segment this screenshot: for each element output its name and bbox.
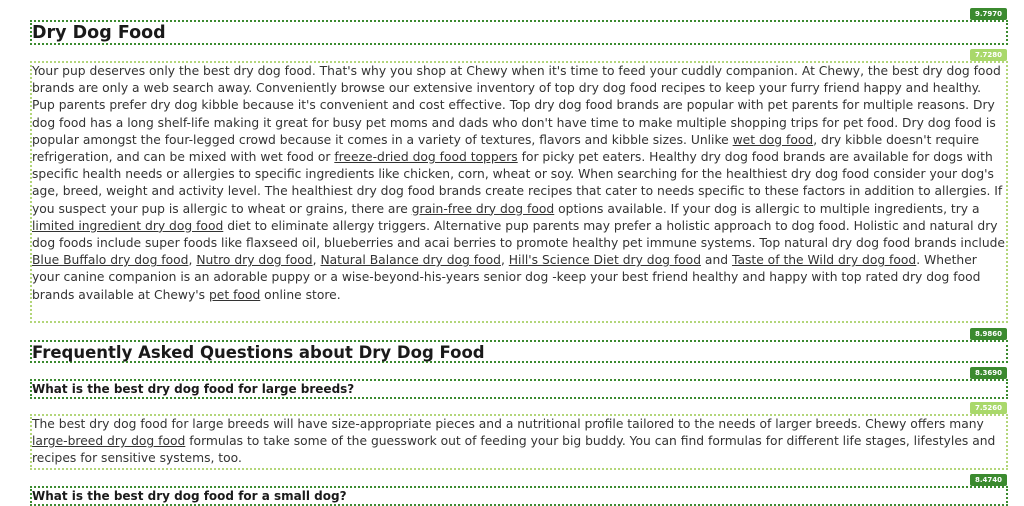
faq-question-block	[30, 476, 1008, 506]
faq-question-block	[30, 369, 1008, 399]
link-freeze-dried-toppers[interactable]: freeze-dried dog food toppers	[334, 150, 518, 165]
intro-paragraph: Your pup deserves only the best dry dog food. That's why you shop at Chewy when it's time to feed your cuddly companion. At Chewy, the best dry dog food brands are only a web search away. Conveniently browse our extensive inventory of top dry dog food recipes to keep your furry friend happy and healthy. Pup parents prefer dry dog kibble because it's convenient and cost effective. Top dry dog food brands are popular with pet parents for multiple reasons. Dry dog food has a long shelf-life making it great for busy pet moms and dads who don't have time to make multiple shopping trips for pet food. Dry dog food is popular amongst the four-legged crowd because it comes in a variety of textures, flavors and kibble sizes. Unlike wet dog food, dry kibble doesn't require refrigeration, and can be mixed with wet food or freeze-dried dog food toppers for picky pet eaters. Healthy dry dog food brands are available for dogs with specific health needs or allergies to specific ingredients like chicken, corn, wheat or soy. When searching for the healthiest dry dog food consider your dog's age, breed, weight and activity level. The healthiest dry dog food brands create recipes that cater to needs specific to these factors in addition to allergies. If you suspect your pup is allergic to wheat or grains, there are grain-free dry dog food options available. If your dog is allergic to multiple ingredients, try a limited ingredient dry dog food diet to eliminate allergy triggers. Alternative pup parents may prefer a holistic approach to dog food. Holistic and natural dry dog foods include super foods like flaxseed oil, blueberries and acai berries to promote healthy pet immune systems. Top natural dry dog food brands include Blue Buffalo dry dog food, Nutro dry dog food, Natural Balance dry dog food, Hill's Science Diet dry dog food and Taste of the Wild dry dog food. Whether your canine companion is an adorable puppy or a wise-beyond-his-years senior dog -keep your best friend healthy and happy with top rated dry dog food brands available at Chewy's pet food online store.	[32, 64, 1005, 302]
score-badge: 8.9860	[970, 328, 1007, 340]
faq-answer-block	[30, 404, 1008, 470]
link-large-breed-dry-dog-food[interactable]: large-breed dry dog food	[32, 434, 186, 449]
faq-question-large-breeds: What is the best dry dog food for large breeds?	[32, 382, 355, 396]
link-natural-balance[interactable]: Natural Balance dry dog food	[320, 253, 501, 268]
score-badge: 7.7280	[970, 49, 1007, 61]
link-limited-ingredient[interactable]: limited ingredient dry dog food	[32, 218, 224, 233]
intro-text-block	[30, 51, 1008, 323]
score-badge: 9.7970	[970, 8, 1007, 20]
faq-answer-large-breeds: The best dry dog food for large breeds will have size-appropriate pieces and a nutritional profile tailored to the needs of larger breeds. Chewy offers many large-breed dry dog food formulas to take some of the guesswork out of feeding your big buddy. You can find formulas for different life stages, lifestyles and recipes for sensitive systems, too.	[32, 417, 996, 466]
link-wet-dog-food[interactable]: wet dog food	[732, 132, 814, 147]
link-taste-of-the-wild[interactable]: Taste of the Wild dry dog food	[731, 253, 917, 268]
score-badge: 7.5260	[970, 402, 1007, 414]
link-pet-food[interactable]: pet food	[208, 287, 261, 302]
link-grain-free[interactable]: grain-free dry dog food	[411, 201, 555, 216]
page-title: Dry Dog Food	[32, 23, 166, 43]
link-nutro[interactable]: Nutro dry dog food	[196, 253, 313, 268]
score-badge: 8.3690	[970, 367, 1007, 379]
link-blue-buffalo[interactable]: Blue Buffalo dry dog food	[32, 253, 189, 268]
faq-question-small-dog: What is the best dry dog food for a small dog?	[32, 489, 347, 503]
faq-title: Frequently Asked Questions about Dry Dog Food	[32, 343, 485, 362]
page-heading-block	[30, 10, 1008, 45]
link-hills-science-diet[interactable]: Hill's Science Diet dry dog food	[508, 253, 702, 268]
faq-heading-block	[30, 330, 1008, 363]
score-badge: 8.4740	[970, 474, 1007, 486]
